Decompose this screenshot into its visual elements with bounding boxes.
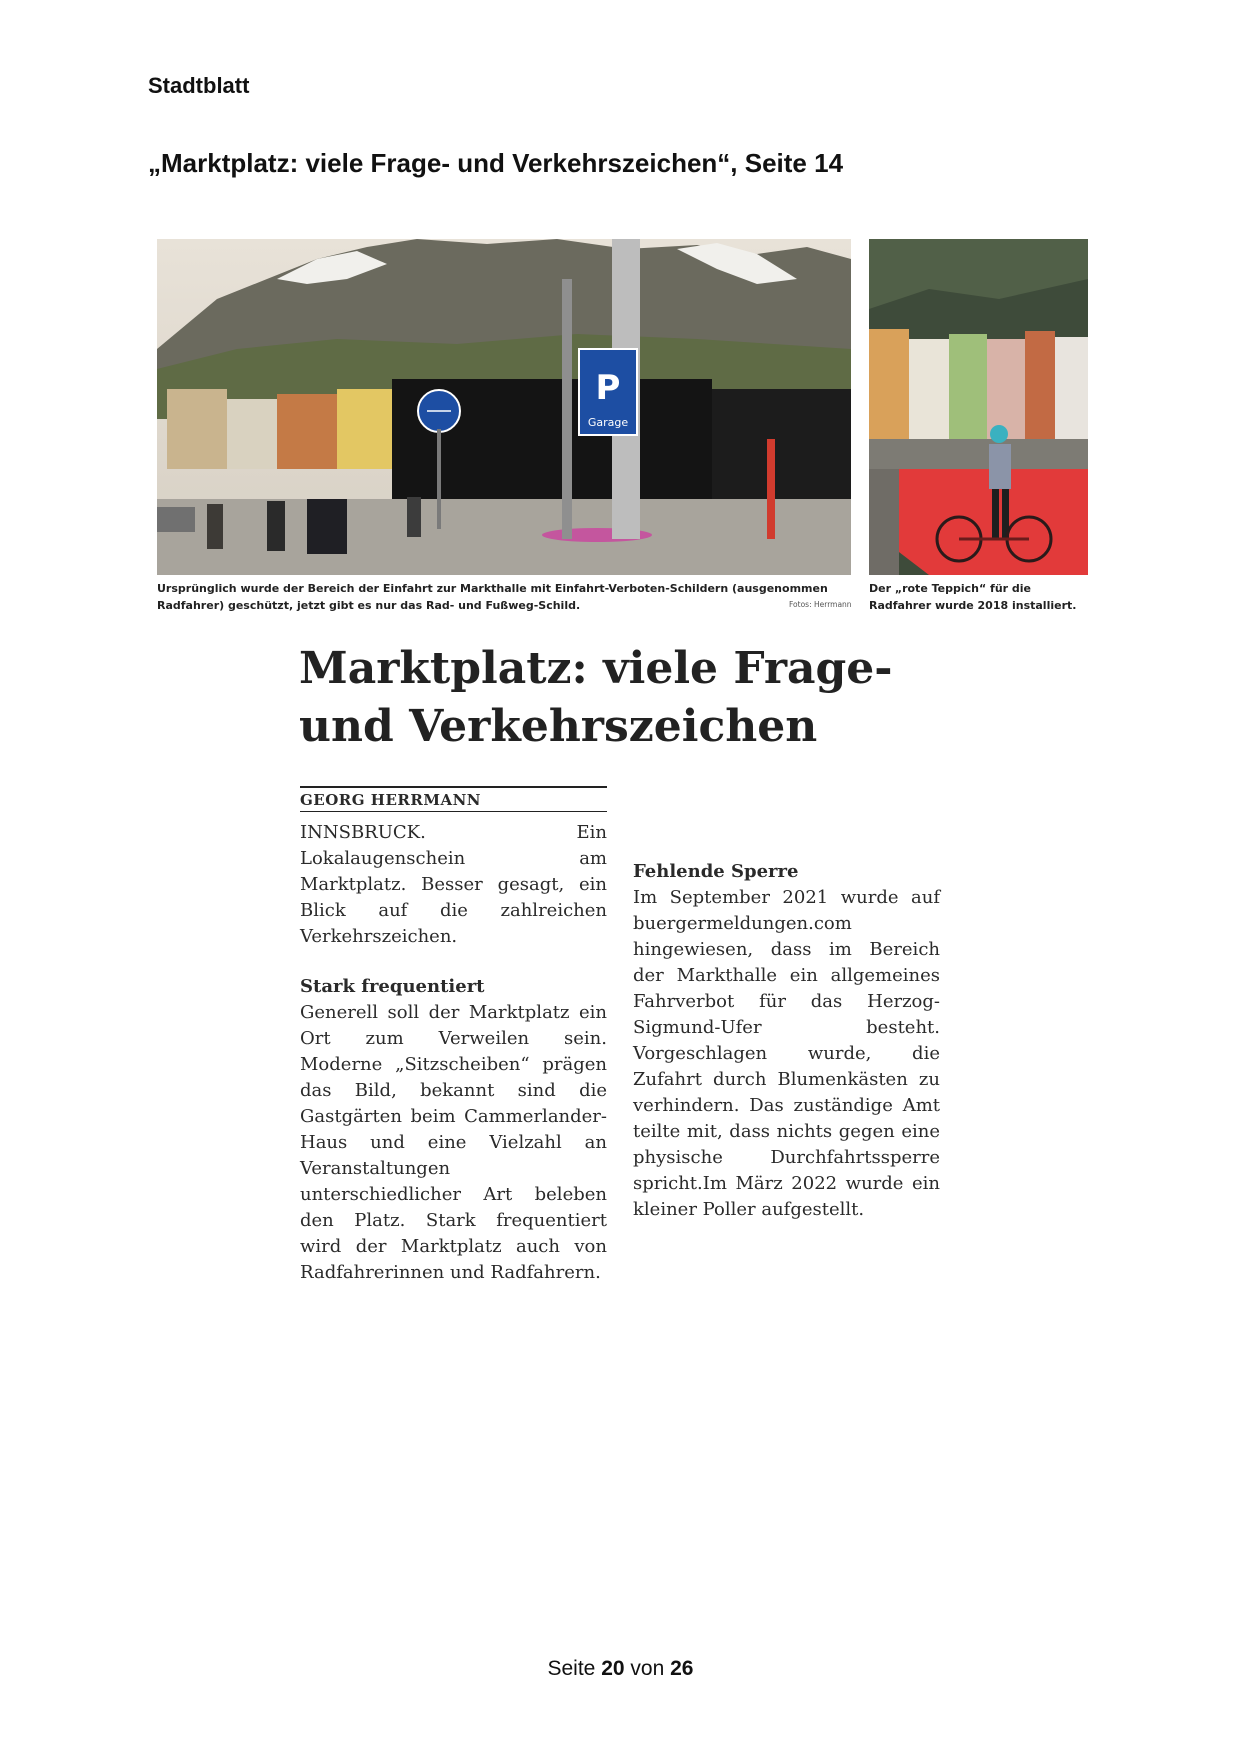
- paragraph-sperre: Im September 2021 wurde auf buergermeldungen.com hingewiesen, dass im Bereich der Markthalle ein allgemeines Fahrverbot für das Herzog-Sigmund-Ufer besteht. Vorgeschlagen wurde, die Zufahrt durch Blumenkästen zu verhindern. Das zuständige Amt teilte mit, dass nichts gegen eine physische Durchfahrtssperre spricht.Im März 2022 wurde ein kleiner Poller aufgestellt.: [633, 887, 940, 1220]
- photo-credit: Fotos: Herrmann: [789, 600, 852, 609]
- article-column-right: [633, 779, 940, 1223]
- byline: GEORG HERRMANN: [300, 786, 607, 812]
- garage-sign-text: Garage: [587, 416, 629, 429]
- marktplatz-photo: [157, 239, 851, 575]
- parking-letter: P: [595, 368, 621, 408]
- intro-paragraph: INNSBRUCK. Ein Lokalaugenschein am Marktplatz. Besser gesagt, ein Blick auf die zahlreichen Verkehrszeichen.: [300, 822, 607, 947]
- page-prefix: Seite: [547, 1657, 596, 1680]
- document-title: „Marktplatz: viele Frage- und Verkehrszeichen“, Seite 14: [148, 148, 844, 178]
- subheading-fehlende-sperre: Fehlende Sperre: [633, 861, 799, 882]
- side-photo-caption: Der „rote Teppich“ für die Radfahrer wurde 2018 installiert.: [869, 582, 1077, 612]
- current-page: 20: [601, 1657, 625, 1680]
- page-number: [0, 1657, 1241, 1681]
- red-carpet-photo: [869, 239, 1088, 575]
- subheading-stark-frequentiert: Stark frequentiert: [300, 976, 485, 997]
- total-pages: 26: [670, 1657, 694, 1680]
- paragraph-frequentiert: Generell soll der Marktplatz ein Ort zum Verweilen sein. Moderne „Sitzscheiben“ prägen das Bild, bekannt sind die Gastgärten beim Cammerlander-Haus und eine Vielzahl an Veranstaltungen unterschiedlicher Art beleben den Platz. Stark frequentiert wird der Marktplatz auch von Radfahrerinnen und Radfahrern.: [300, 1002, 607, 1283]
- page-separator: von: [630, 1657, 665, 1680]
- article-headline: Marktplatz: viele Frage- und Verkehrszeichen: [299, 643, 893, 752]
- source-label: Stadtblatt: [148, 73, 250, 98]
- main-photo-caption: Ursprünglich wurde der Bereich der Einfahrt zur Markthalle mit Einfahrt-Verboten-Schildern (ausgenommen Radfahrer) geschützt, jetzt gibt es nur das Rad- und Fußweg-Schild.: [157, 582, 828, 612]
- article-column-left: [300, 786, 607, 1286]
